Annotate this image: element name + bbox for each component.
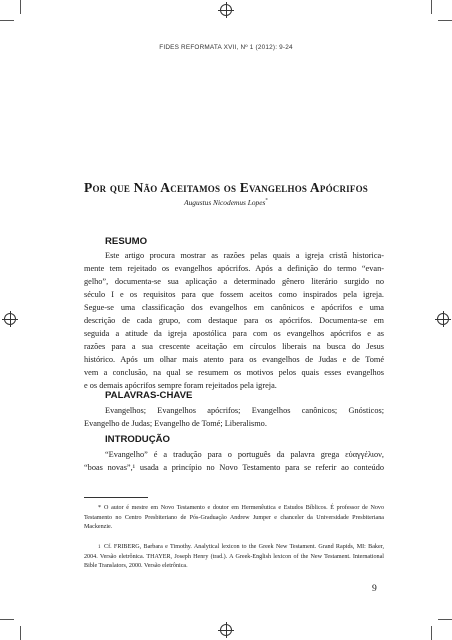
crop-mark (0, 619, 14, 620)
abstract-line: e os demais apócrifos sempre foram rejeitados pela igreja. (84, 381, 277, 390)
registration-mark-top (220, 4, 232, 16)
article-title: Por que Não Aceitamos os Evangelhos Apócrifos (84, 180, 368, 195)
crop-mark (438, 20, 452, 21)
crop-mark (0, 20, 14, 21)
keywords-heading: PALAVRAS-CHAVE (105, 390, 193, 401)
abstract-heading: RESUMO (105, 236, 148, 247)
footnote-separator (84, 497, 148, 498)
footnote-1 (84, 543, 384, 572)
abstract-line: mente tem rejeitado os evangelhos apócrifos. Após a definição do termo “evan- (84, 264, 384, 273)
crop-mark (431, 0, 432, 14)
keywords-line: Evangelhos; Evangelhos apócrifos; Evangelhos canônicos; Gnósticos; (105, 406, 384, 415)
introduction-line: “boas novas”,¹ usada a princípio no Novo Testamento para se referir ao conteúdo (84, 463, 384, 472)
page-number: 9 (372, 583, 377, 594)
introduction-line: “Evangelho” é a tradução para o português da palavra grega εὐαγγέλιον, (105, 450, 384, 459)
footnote-marker: * (98, 505, 102, 511)
registration-mark-left (4, 313, 16, 325)
crop-mark (431, 626, 432, 640)
author-footnote-marker: * (265, 198, 268, 204)
footnote-text: O autor é mestre em Novo Testamento e doutor em Hermenêutica e Estudos Bíblicos. É professor de Novo Testamento no Centro Presbiteriano de Pós-Graduação Andrew Jumper e chanceler da Universidade Presbiteriana Mackenzie. (84, 505, 384, 531)
crop-mark (438, 619, 452, 620)
abstract-line: seguida a atitude da igreja apostólica para com os evangelhos apócrifos e as (84, 329, 384, 338)
author-name: Augustus Nicodemus Lopes (184, 198, 266, 207)
footnote-text: Cf. FRIBERG, Barbara e Timothy. Analytical lexicon to the Greek New Testament. Grand Rapids, MI: Baker, 2004. Versão eletrônica. THAYER, Joseph Henry (trad.). A Greek-English lexicon of the New Testament. International Bible Translators, 2000. Versão eletrônica. (84, 544, 384, 570)
abstract-line: gelho”, documenta-se sua aplicação a determinado gênero literário surgido no (84, 277, 384, 286)
journal-header: FIDES REFORMATA XVII, Nº 1 (2012): 9-24 (159, 44, 293, 51)
abstract-line: Este artigo procura mostrar as razões pelas quais a igreja cristã historica- (105, 251, 384, 260)
keywords-line: Evangelho de Judas; Evangelho de Tomé; Liberalismo. (84, 419, 267, 428)
footnote-marker: 1 (98, 545, 101, 550)
abstract-line: Segue-se uma classificação dos evangelhos em canônicos e apócrifos e uma (84, 303, 384, 312)
registration-mark-right (437, 313, 449, 325)
abstract-line: histórico. Após um olhar mais atento para os evangelhos de Judas e de Tomé (84, 355, 384, 364)
abstract-line: razões para a sua crescente aceitação em círculos liberais na busca do Jesus (84, 342, 384, 351)
crop-mark (20, 626, 21, 640)
abstract-line: século I e os requisitos para que fossem aceitos como inspirados pela igreja. (84, 290, 384, 299)
crop-mark (20, 0, 21, 14)
abstract-line: vem a conclusão, na qual se resumem os motivos pelos quais esses evangelhos (84, 368, 384, 377)
abstract-line: descrição de cada grupo, com destaque para os apócrifos. Documenta-se em (84, 316, 384, 325)
introduction-heading: INTRODUÇÃO (105, 434, 171, 445)
registration-mark-bottom (220, 624, 232, 636)
footnote-author (84, 504, 384, 533)
author-line (0, 198, 452, 207)
